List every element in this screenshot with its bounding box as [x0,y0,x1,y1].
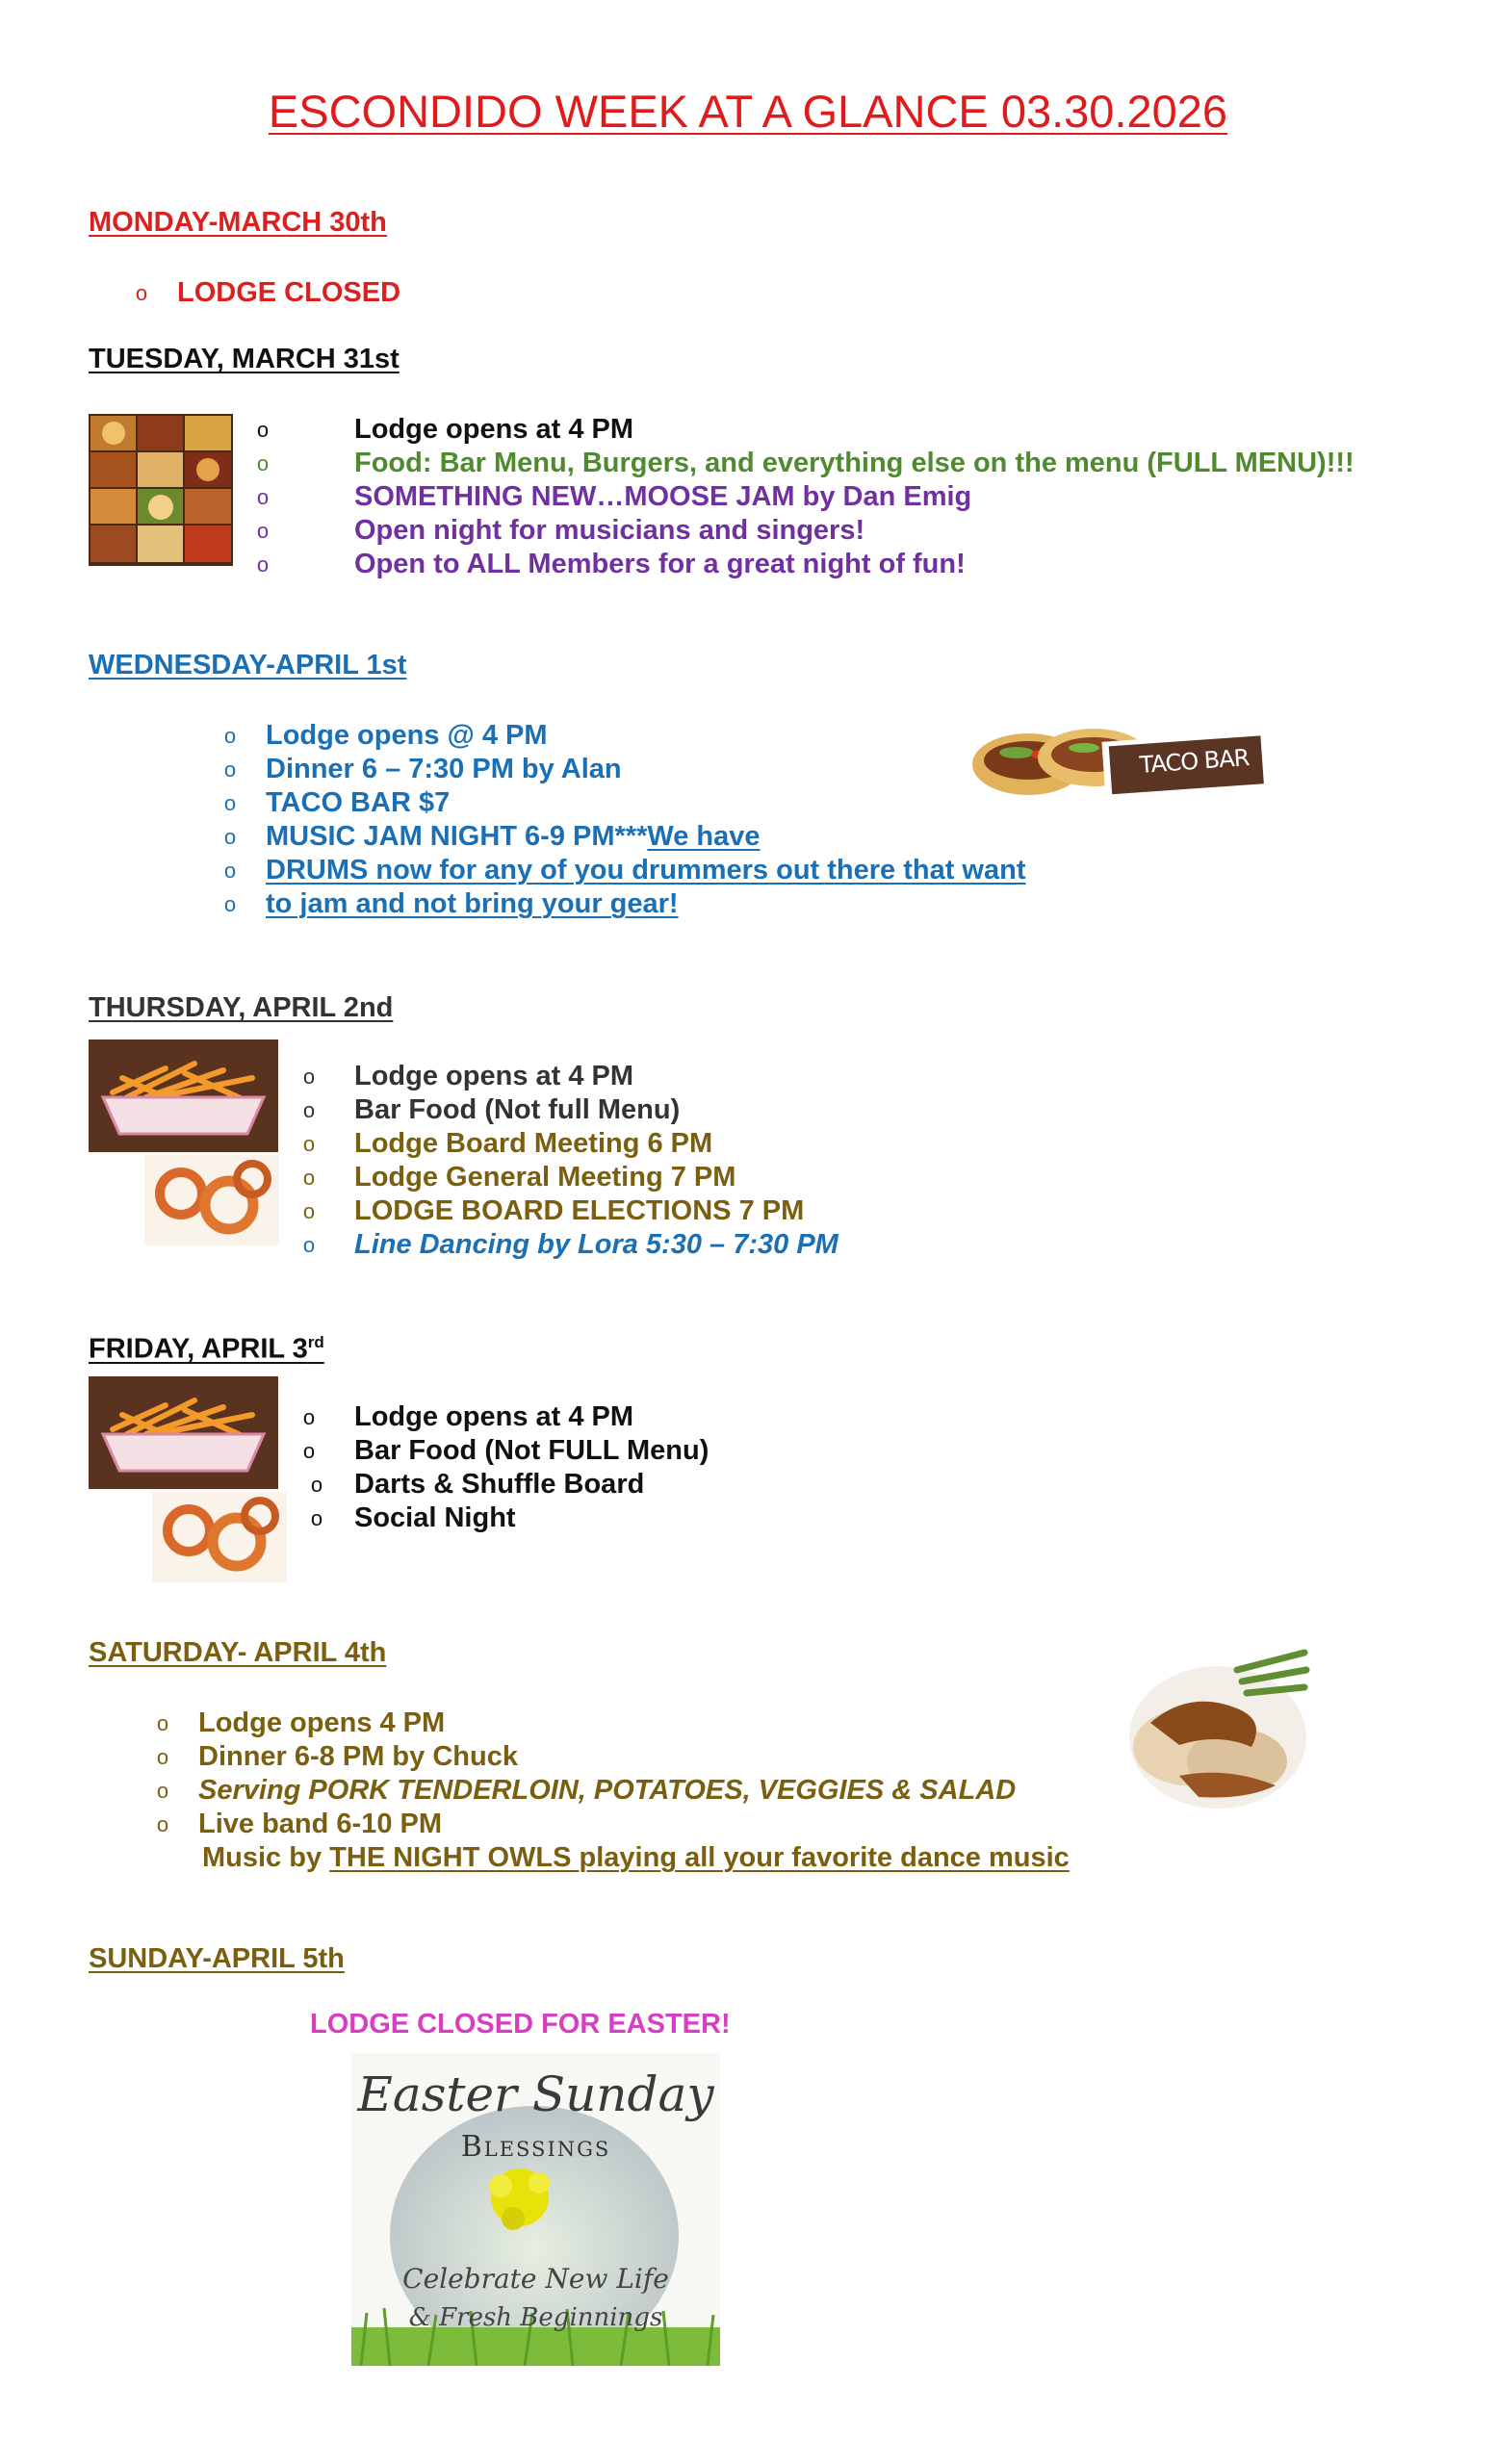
page-title: ESCONDIDO WEEK AT A GLANCE 03.30.2026 [268,86,1228,137]
friday-item: Darts & Shuffle Board [354,1469,645,1500]
friday-item: Bar Food (Not FULL Menu) [354,1435,709,1466]
wednesday-item-link[interactable]: We have [647,821,761,852]
onion-rings-image [144,1155,279,1245]
bullet-icon: o [310,1473,323,1497]
taco-bar-label: TACO BAR [1138,744,1251,779]
thursday-item: Lodge Board Meeting 6 PM [354,1128,713,1159]
bullet-icon: o [156,1812,169,1836]
tuesday-item: Open night for musicians and singers! [354,515,865,546]
monday-heading: MONDAY-MARCH 30th [89,207,387,238]
bullet-icon: o [156,1745,169,1769]
tuesday-item: SOMETHING NEW…MOOSE JAM by Dan Emig [354,481,972,512]
easter-card-title: Easter Sunday [357,2066,714,2122]
friday-item: Social Night [354,1502,516,1533]
tuesday-item: Food: Bar Menu, Burgers, and everything else on the menu (FULL MENU)!!! [354,448,1354,478]
pork-tenderloin-image [1122,1631,1314,1819]
bullet-icon: o [223,892,237,916]
bullet-icon: o [302,1065,316,1089]
easter-card-line: & Fresh Beginnings [408,2303,663,2332]
wednesday-item: Lodge opens @ 4 PM [266,720,548,751]
bullet-icon: o [256,485,270,509]
bullet-icon: o [302,1098,316,1122]
tuesday-item: Open to ALL Members for a great night of fun! [354,549,966,579]
tuesday-item: Lodge opens at 4 PM [354,414,634,445]
easter-card-line: Celebrate New Life [402,2263,669,2295]
wednesday-item-text: MUSIC JAM NIGHT 6-9 PM*** [266,821,648,852]
saturday-music-prefix: Music by [202,1842,330,1873]
sunday-notice: LODGE CLOSED FOR EASTER! [310,2009,731,2040]
bullet-icon: o [223,859,237,883]
monday-item: LODGE CLOSED [177,277,401,308]
saturday-item: Lodge opens 4 PM [198,1707,446,1738]
wednesday-item [266,820,761,854]
bullet-icon: o [302,1405,316,1429]
saturday-heading: SATURDAY- APRIL 4th [89,1637,387,1668]
bullet-icon: o [302,1132,316,1156]
saturday-item: Dinner 6-8 PM by Chuck [198,1741,518,1772]
easter-card-image [351,2053,720,2366]
bullet-icon: o [256,451,270,475]
easter-card-subtitle: Blessings [460,2130,611,2164]
fries-image [89,1376,278,1489]
bullet-icon: o [302,1439,316,1463]
onion-rings-image [152,1492,287,1582]
thursday-item: Lodge General Meeting 7 PM [354,1162,736,1193]
bullet-icon: o [156,1711,169,1735]
thursday-heading: THURSDAY, APRIL 2nd [89,992,394,1023]
saturday-item: Live band 6-10 PM [198,1809,443,1839]
bullet-icon: o [310,1506,323,1530]
bullet-icon: o [156,1779,169,1803]
thursday-item: Lodge opens at 4 PM [354,1061,634,1091]
friday-heading-suffix: rd [307,1333,324,1351]
bullet-icon: o [256,552,270,577]
taco-bar-image [970,705,1269,815]
bullet-icon: o [223,825,237,849]
bullet-icon: o [256,519,270,543]
bullet-icon: o [302,1166,316,1190]
fries-image [89,1040,278,1152]
bullet-icon: o [302,1233,316,1257]
sunday-heading: SUNDAY-APRIL 5th [89,1943,345,1974]
wednesday-item: TACO BAR $7 [266,787,451,818]
thursday-item: Line Dancing by Lora 5:30 – 7:30 PM [354,1229,838,1260]
bullet-icon: o [256,418,270,442]
wednesday-item: Dinner 6 – 7:30 PM by Alan [266,754,622,784]
bullet-icon: o [223,724,237,748]
saturday-music-line [202,1841,1070,1875]
saturday-item: Serving PORK TENDERLOIN, POTATOES, VEGGIES & SALAD [198,1775,1017,1806]
thursday-item: LODGE BOARD ELECTIONS 7 PM [354,1195,805,1226]
bullet-icon: o [223,791,237,815]
friday-heading-text: FRIDAY, APRIL 3 [89,1333,308,1365]
wednesday-item-link[interactable]: to jam and not bring your gear! [266,888,679,919]
thursday-item: Bar Food (Not full Menu) [354,1094,681,1125]
tuesday-heading: TUESDAY, MARCH 31st [89,344,400,374]
wednesday-heading: WEDNESDAY-APRIL 1st [89,650,407,680]
food-collage-image [89,414,233,566]
bullet-icon: o [223,757,237,782]
wednesday-item-link[interactable]: DRUMS now for any of you drummers out there that want [266,855,1026,886]
bullet-icon: o [302,1199,316,1223]
friday-item: Lodge opens at 4 PM [354,1401,634,1432]
saturday-music-link[interactable]: THE NIGHT OWLS playing all your favorite dance music [329,1842,1070,1873]
bullet-icon: o [135,281,148,305]
friday-heading [89,1333,324,1366]
